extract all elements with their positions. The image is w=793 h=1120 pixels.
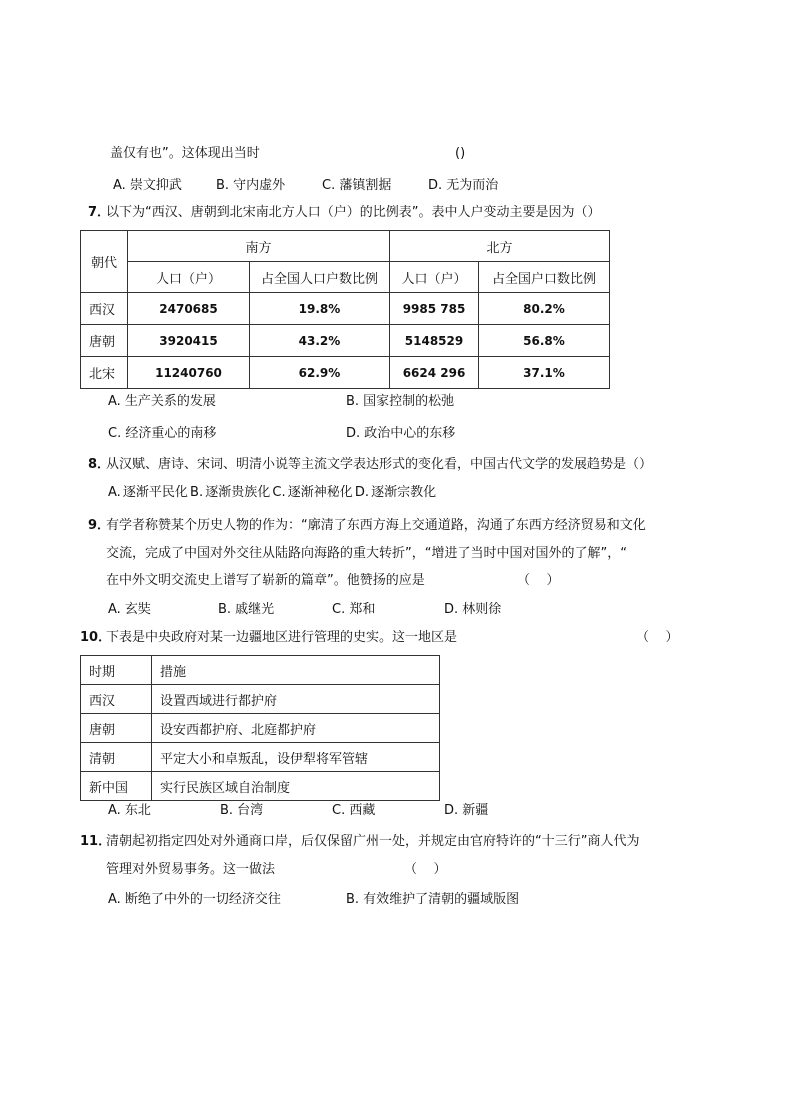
cell-measure: 设安西都护府、北庭都护府	[152, 714, 440, 743]
q7-population-table	[80, 230, 610, 389]
q7-number: 7．	[88, 205, 111, 220]
cell-south-ratio: 19.8%	[250, 293, 390, 325]
cell-measure: 平定大小和卓叛乱，设伊犁将军管辖	[152, 743, 440, 772]
q9-option-b: B. 戚继光	[218, 602, 275, 617]
cell-north-households: 9985 785	[390, 293, 479, 325]
th-period: 时期	[81, 656, 152, 685]
th-south: 南方	[128, 231, 390, 262]
cell-south-ratio: 43.2%	[250, 325, 390, 357]
q10-option-b: B. 台湾	[220, 803, 264, 818]
table-row	[81, 743, 440, 772]
q8-stem: 从汉赋、唐诗、宋词、明清小说等主流文学表达形式的变化看，中国古代文学的发展趋势是（）	[106, 457, 653, 472]
cell-period: 唐朝	[81, 714, 152, 743]
q9-line3: 在中外文明交流史上谱写了崭新的篇章”。他赞扬的应是	[106, 573, 425, 588]
cell-north-ratio: 37.1%	[479, 357, 610, 389]
q7-option-a: A. 生产关系的发展	[108, 394, 216, 409]
th-north: 北方	[390, 231, 610, 262]
q10-option-c: C. 西藏	[332, 803, 376, 818]
q7-option-b: B. 国家控制的松弛	[346, 394, 455, 409]
q8-options: A. 逐渐平民化 B. 逐渐贵族化 C. 逐渐神秘化 D. 逐渐宗教化	[108, 485, 437, 500]
q7-option-c: C. 经济重心的南移	[108, 426, 217, 441]
cell-dynasty: 唐朝	[81, 325, 128, 357]
th-measure: 措施	[152, 656, 440, 685]
cell-measure: 设置西域进行都护府	[152, 685, 440, 714]
q10-option-d: D. 新疆	[444, 803, 489, 818]
table-row	[81, 714, 440, 743]
cell-north-ratio: 80.2%	[479, 293, 610, 325]
cell-dynasty: 北宋	[81, 357, 128, 389]
cell-south-households: 11240760	[128, 357, 250, 389]
th-south-ratio: 占全国人口户数比例	[250, 262, 390, 293]
cell-measure: 实行民族区域自治制度	[152, 772, 440, 801]
table-row	[81, 656, 440, 685]
q9-line1: 有学者称赞某个历史人物的作为：“廓清了东西方海上交通道路，沟通了东西方经济贸易和文化	[106, 518, 646, 533]
q10-number: 10．	[80, 630, 112, 645]
q11-option-a: A. 断绝了中外的一切经济交往	[108, 892, 281, 907]
th-dynasty: 朝代	[81, 231, 128, 293]
q6-option-d: D. 无为而治	[428, 178, 499, 193]
cell-period: 新中国	[81, 772, 152, 801]
q9-number: 9．	[88, 518, 111, 533]
q9-option-a: A. 玄奘	[108, 602, 151, 617]
table-row	[81, 293, 610, 325]
q10-stem: 下表是中央政府对某一边疆地区进行管理的史实。这一地区是	[106, 630, 458, 645]
q11-number: 11．	[80, 834, 112, 849]
th-south-households: 人口（户）	[128, 262, 250, 293]
cell-dynasty: 西汉	[81, 293, 128, 325]
cell-north-ratio: 56.8%	[479, 325, 610, 357]
q10-answer-paren: （ ）	[636, 630, 679, 645]
q11-answer-paren: （ ）	[404, 862, 447, 877]
th-north-households: 人口（户）	[390, 262, 479, 293]
q6-option-a: A. 崇文抑武	[113, 178, 182, 193]
cell-period: 清朝	[81, 743, 152, 772]
cell-south-ratio: 62.9%	[250, 357, 390, 389]
cell-period: 西汉	[81, 685, 152, 714]
q9-answer-paren: （ ）	[517, 573, 560, 588]
q9-option-d: D. 林则徐	[444, 602, 502, 617]
q7-option-d: D. 政治中心的东移	[346, 426, 456, 441]
cell-north-households: 6624 296	[390, 357, 479, 389]
q7-stem: 以下为“西汉、唐朝到北宋南北方人口（户）的比例表”。表中人户变动主要是因为（）	[106, 205, 601, 220]
q6-answer-paren: ()	[455, 146, 466, 161]
q11-option-b: B. 有效维护了清朝的疆域版图	[346, 892, 520, 907]
q6-option-c: C. 藩镇割据	[322, 178, 392, 193]
q9-line2: 交流，完成了中国对外交往从陆路向海路的重大转折”，“增进了当时中国对国外的了解”，“	[106, 546, 627, 561]
cell-south-households: 2470685	[128, 293, 250, 325]
cell-south-households: 3920415	[128, 325, 250, 357]
q10-frontier-table	[80, 655, 440, 801]
q6-option-b: B. 守内虚外	[216, 178, 286, 193]
cell-north-households: 5148529	[390, 325, 479, 357]
q11-line2: 管理对外贸易事务。这一做法	[106, 862, 276, 877]
q8-number: 8．	[88, 457, 111, 472]
table-row	[81, 685, 440, 714]
table-row	[81, 325, 610, 357]
q6-stem-tail: 盖仅有也”。这体现出当时	[110, 146, 260, 161]
q10-option-a: A. 东北	[108, 803, 151, 818]
table-row	[81, 357, 610, 389]
q11-line1: 清朝起初指定四处对外通商口岸，后仅保留广州一处，并规定由官府特许的“十三行”商人代为	[106, 834, 640, 849]
th-north-ratio: 占全国户口数比例	[479, 262, 610, 293]
table-row	[81, 772, 440, 801]
q9-option-c: C. 郑和	[332, 602, 376, 617]
